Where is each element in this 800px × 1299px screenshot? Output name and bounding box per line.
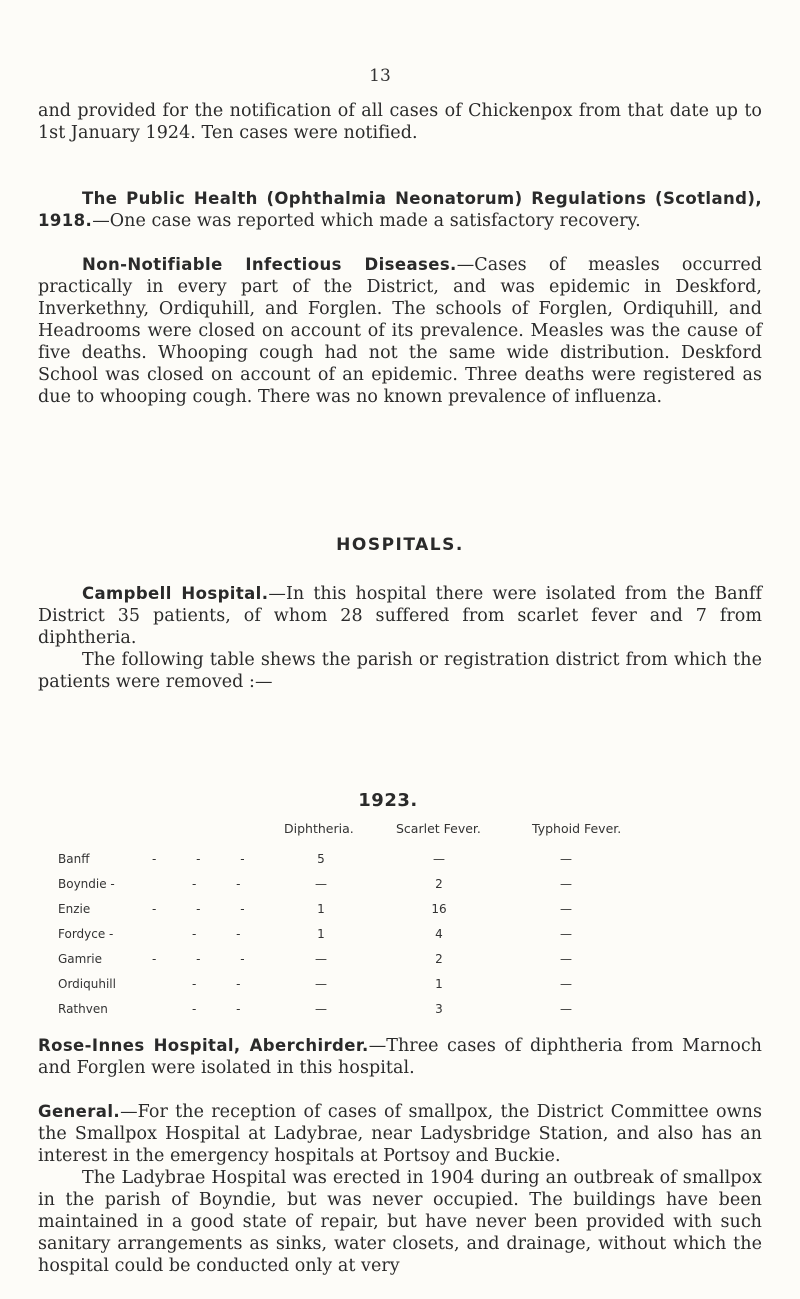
- cell-scarlet-fever: —: [433, 852, 445, 866]
- cell-scarlet-fever: 2: [435, 877, 443, 891]
- cell-typhoid-fever: —: [560, 927, 572, 941]
- campbell-body: —In this hospital there were isolated from the Banff District 35 patients, of whom 28 suffered from scarlet fever and 7 from diphtheria.: [38, 584, 763, 648]
- non-notifiable-heading: Non-Notifiable Infectious Diseases.: [82, 255, 457, 274]
- cell-scarlet-fever: 1: [435, 977, 443, 991]
- table-row: [0, 1002, 800, 1022]
- cell-scarlet-fever: 2: [435, 952, 443, 966]
- parish-name: Enzie: [58, 902, 91, 916]
- cell-typhoid-fever: —: [560, 952, 572, 966]
- cell-typhoid-fever: —: [560, 877, 572, 891]
- non-notifiable-body: —Cases of measles occurred practically in every part of the District, and was epidemic in Deskford, Inverkethny, Ordiquhill, and Forglen. The schools of Forglen, Ordiquhill, and Headrooms were closed on account of its prevalence. Measles was the cause of five deaths. Whooping cough had not the same wide distribution. Deskford School was closed on account of an epidemic. Three deaths were registered as due to whooping cough. There was no known prevalence of influenza.: [38, 255, 762, 407]
- cell-diphtheria: 5: [317, 852, 325, 866]
- general-heading: General.: [38, 1102, 121, 1121]
- parish-name: Rathven: [58, 1002, 108, 1016]
- paragraph-campbell-hospital: [38, 583, 762, 649]
- general-body: —For the reception of cases of smallpox, the District Committee owns the Smallpox Hospital at Ladybrae, near Ladysbridge Station, and also has an interest in the emergency hospitals at Portsoy and Buckie.: [38, 1102, 762, 1166]
- table-row: [0, 977, 800, 997]
- page-number: 13: [369, 66, 391, 86]
- leader-dots: - - -: [152, 852, 263, 866]
- parish-name: Fordyce -: [58, 927, 114, 941]
- cell-scarlet-fever: 16: [431, 902, 447, 916]
- leader-dots: - -: [192, 977, 259, 991]
- leader-dots: - -: [192, 927, 259, 941]
- cell-diphtheria: —: [315, 952, 327, 966]
- paragraph-general: [38, 1101, 762, 1167]
- cell-diphtheria: —: [315, 977, 327, 991]
- parish-name: Ordiquhill: [58, 977, 116, 991]
- table-year: 1923.: [358, 790, 418, 811]
- paragraph-chickenpox: and provided for the notification of all cases of Chickenpox from that date up to 1st January 1924. Ten cases were notified.: [38, 101, 762, 143]
- parish-name: Boyndie -: [58, 877, 115, 891]
- parish-name: Gamrie: [58, 952, 102, 966]
- cell-typhoid-fever: —: [560, 977, 572, 991]
- cell-typhoid-fever: —: [560, 852, 572, 866]
- table-row: [0, 952, 800, 972]
- cell-diphtheria: 1: [317, 902, 325, 916]
- leader-dots: - - -: [152, 952, 263, 966]
- cell-scarlet-fever: 4: [435, 927, 443, 941]
- paragraph-ophthalmia: [38, 188, 762, 232]
- parish-name: Banff: [58, 852, 90, 866]
- cell-diphtheria: —: [315, 1002, 327, 1016]
- cell-typhoid-fever: —: [560, 902, 572, 916]
- paragraph-rose-innes: [38, 1035, 762, 1079]
- table-row: [0, 852, 800, 872]
- ophthalmia-heading: The Public Health (Ophthalmia Neonatorum) Regulations (Scotland), 1918.: [38, 189, 762, 230]
- column-header-typhoid-fever: Typhoid Fever.: [532, 821, 622, 836]
- paragraph-non-notifiable: [38, 254, 762, 408]
- hospitals-heading: HOSPITALS.: [336, 535, 464, 555]
- table-row: [0, 902, 800, 922]
- column-header-scarlet-fever: Scarlet Fever.: [396, 821, 481, 836]
- ophthalmia-body: —One case was reported which made a satisfactory recovery.: [92, 211, 641, 231]
- rose-innes-heading: Rose-Innes Hospital, Aberchirder.: [38, 1036, 369, 1055]
- campbell-heading: Campbell Hospital.: [82, 584, 269, 603]
- cell-typhoid-fever: —: [560, 1002, 572, 1016]
- leader-dots: - - -: [152, 902, 263, 916]
- leader-dots: - -: [192, 877, 259, 891]
- column-header-diphtheria: Diphtheria.: [284, 821, 354, 836]
- rose-innes-body: —Three cases of diphtheria from Marnoch and Forglen were isolated in this hospital.: [38, 1036, 762, 1078]
- table-row: [0, 877, 800, 897]
- paragraph-table-intro: The following table shews the parish or registration district from which the patients were removed :—: [38, 650, 762, 692]
- table-row: [0, 927, 800, 947]
- cell-scarlet-fever: 3: [435, 1002, 443, 1016]
- leader-dots: - -: [192, 1002, 259, 1016]
- paragraph-ladybrae: The Ladybrae Hospital was erected in 1904 during an outbreak of smallpox in the parish of Boyndie, but was never occupied. The buildings have been maintained in a good state of repair, but have never been provided with such sanitary arrangements as sinks, water closets, and drainage, without which the hospital could be conducted only at very: [38, 1168, 762, 1276]
- cell-diphtheria: 1: [317, 927, 325, 941]
- cell-diphtheria: —: [315, 877, 327, 891]
